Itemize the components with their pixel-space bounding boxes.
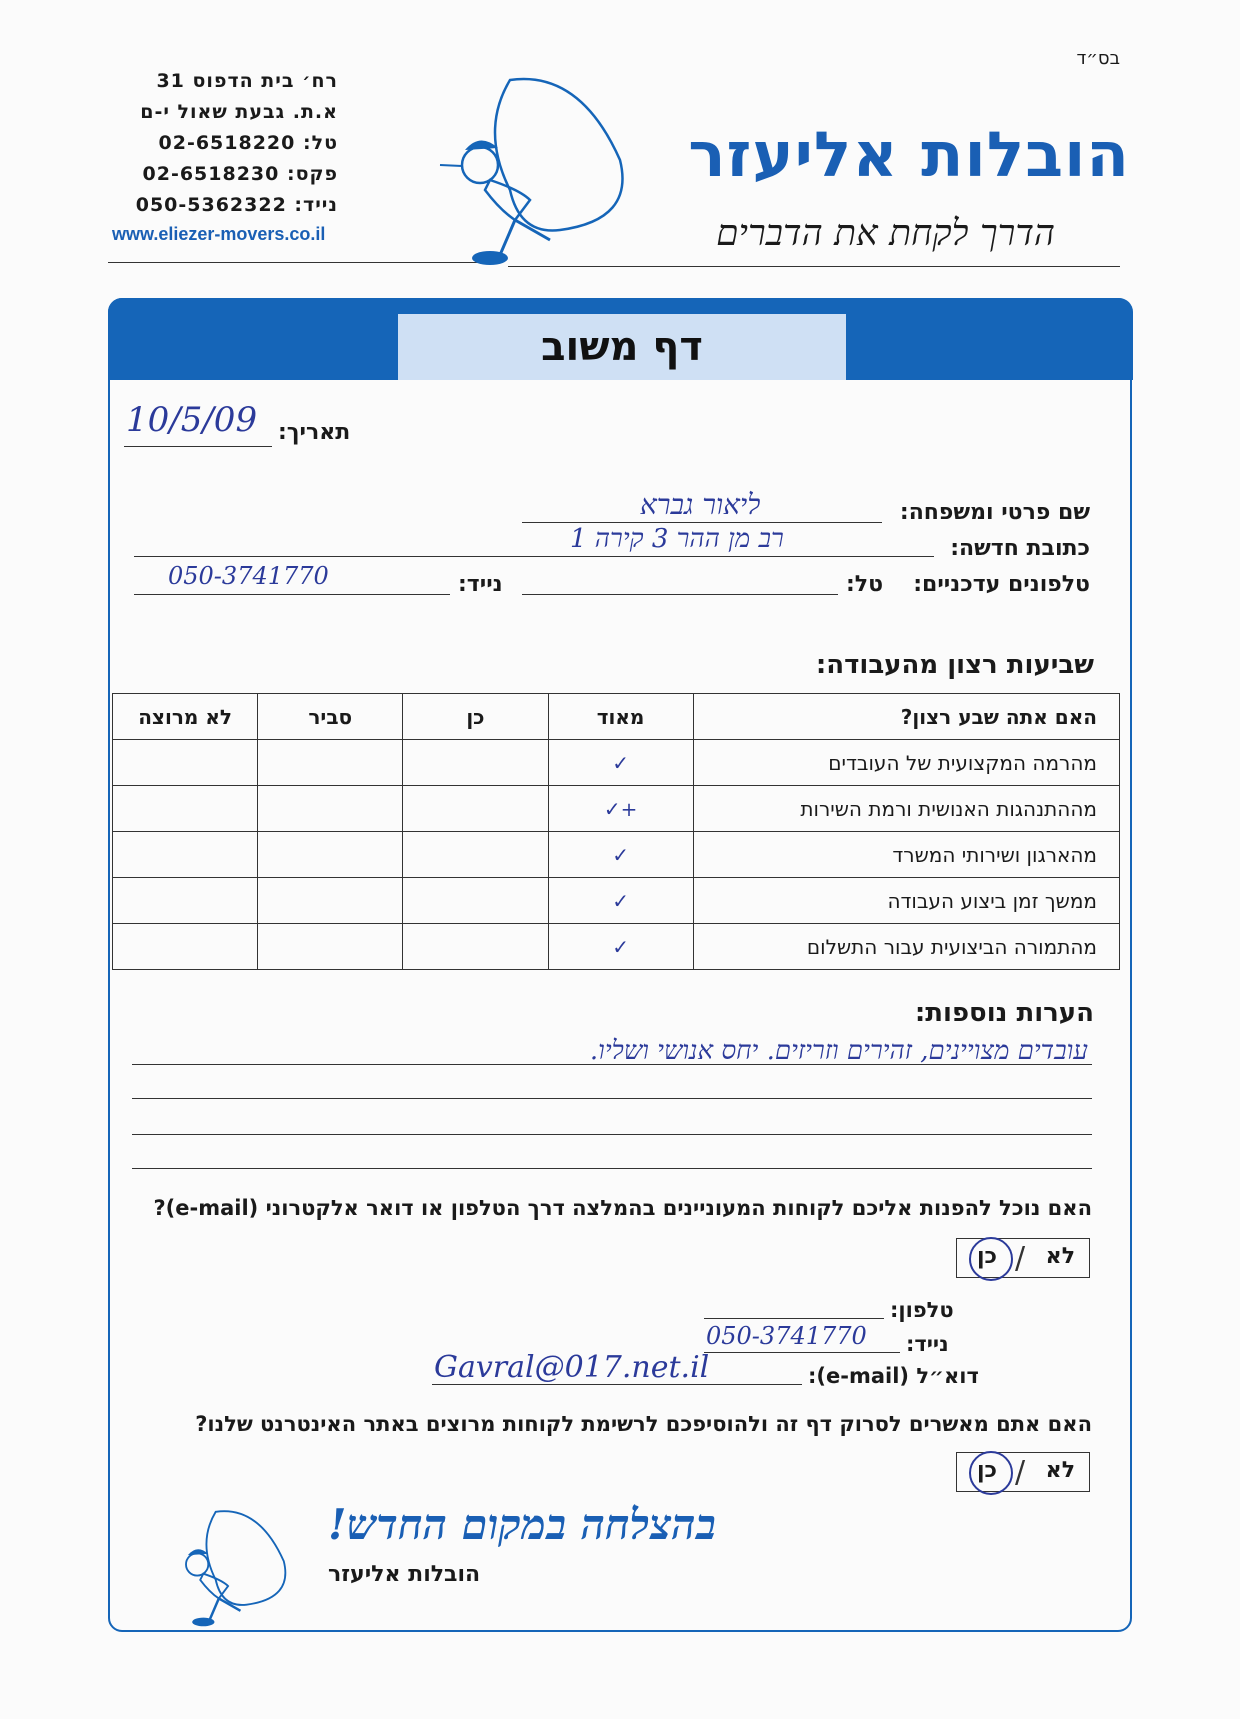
footer-slogan: בהצלחה במקום החדש! xyxy=(328,1500,716,1549)
row-mark-yes[interactable] xyxy=(403,924,548,970)
referral-yes-option[interactable]: כן xyxy=(977,1244,998,1269)
table-row xyxy=(113,740,1120,786)
satisfaction-table xyxy=(112,693,1120,970)
row-mark-not[interactable] xyxy=(113,740,258,786)
name-label: שם פרטי ומשפחה: xyxy=(899,500,1090,525)
row-mark-very[interactable]: ✓ xyxy=(548,832,693,878)
row-question: מהרמה המקצועית של העובדים xyxy=(693,740,1119,786)
referral-mobile-line xyxy=(704,1352,900,1353)
date-value[interactable]: 10/5/09 xyxy=(126,400,258,440)
row-mark-very[interactable]: ✓ xyxy=(548,924,693,970)
row-mark-not[interactable] xyxy=(113,786,258,832)
referral-phone-line xyxy=(704,1318,884,1319)
satisfaction-heading: שביעות רצון מהעבודה: xyxy=(815,650,1094,680)
row-mark-very[interactable]: ✓ xyxy=(548,740,693,786)
col-not-satisfied: לא מרוצה xyxy=(113,694,258,740)
mobile-label: נייד: xyxy=(458,572,503,597)
form-title: דף משוב xyxy=(541,324,703,370)
address-line2: א.ת. גבעת שאול י-ם xyxy=(140,101,338,123)
row-mark-yes[interactable] xyxy=(403,740,548,786)
table-row xyxy=(113,832,1120,878)
comment-line-4 xyxy=(132,1168,1092,1169)
row-question: ממשך זמן ביצוע העבודה xyxy=(693,878,1119,924)
address-value[interactable]: רב מן ההר 3 קירה 1 xyxy=(570,524,784,554)
date-line xyxy=(124,446,272,447)
row-question: מההתנהגות האנושית ורמת השירות xyxy=(693,786,1119,832)
comments-value[interactable]: עובדים מצויינים, זהירים וזריזים. יחס אנושי ושליו. xyxy=(589,1036,1088,1066)
tel-label: טל: xyxy=(846,572,884,597)
referral-question: האם נוכל להפנות אליכם לקוחות המעוניינים בהמלצה דרך הטלפון או דואר אלקטרוני (e-mail)? xyxy=(153,1196,1092,1220)
row-mark-yes[interactable] xyxy=(403,832,548,878)
row-mark-not[interactable] xyxy=(113,924,258,970)
comment-line-1 xyxy=(132,1064,1092,1065)
row-mark-yes[interactable] xyxy=(403,786,548,832)
fax-line: פקס: 02-6518230 xyxy=(142,163,338,185)
row-mark-not[interactable] xyxy=(113,832,258,878)
bsd-mark: בס״ד xyxy=(1076,48,1120,69)
publish-yes-no-box[interactable] xyxy=(956,1452,1090,1492)
referral-mobile-label: נייד: xyxy=(906,1332,949,1356)
col-very: מאוד xyxy=(548,694,693,740)
question-header: האם אתה שבע רצון? xyxy=(693,694,1119,740)
address-line xyxy=(134,556,934,557)
mover-mascot-icon xyxy=(420,70,630,270)
contact-block xyxy=(108,66,338,221)
table-row xyxy=(113,786,1120,832)
tel-line: טל: 02-6518220 xyxy=(158,132,338,154)
name-line xyxy=(522,522,882,523)
website-link[interactable]: www.eliezer-movers.co.il xyxy=(112,224,326,244)
row-mark-reasonable[interactable] xyxy=(258,832,403,878)
mobile-line: נייד: 050-5362322 xyxy=(135,194,338,216)
tel-line xyxy=(522,594,838,595)
col-yes: כן xyxy=(403,694,548,740)
date-label: תאריך: xyxy=(278,420,351,445)
row-mark-reasonable[interactable] xyxy=(258,878,403,924)
form-title-bar xyxy=(108,298,1133,380)
form-title-box xyxy=(398,314,846,380)
comments-heading: הערות נוספות: xyxy=(914,998,1094,1028)
footer-company: הובלות אליעזר xyxy=(328,1562,481,1587)
referral-no-option[interactable]: לא xyxy=(1045,1244,1075,1269)
selected-circle-mark xyxy=(969,1451,1013,1495)
referral-mobile-value[interactable]: 050-3741770 xyxy=(706,1322,867,1350)
name-value[interactable]: ליאור גברא xyxy=(640,488,761,521)
table-header-row xyxy=(113,694,1120,740)
comment-line-2 xyxy=(132,1098,1092,1099)
company-name: הובלות אליעזר xyxy=(688,118,1130,191)
divider-slash: / xyxy=(1015,1241,1026,1276)
row-question: מהארגון ושירותי המשרד xyxy=(693,832,1119,878)
row-mark-reasonable[interactable] xyxy=(258,740,403,786)
row-mark-very[interactable]: +✓ xyxy=(548,786,693,832)
selected-circle-mark xyxy=(969,1237,1013,1281)
company-slogan: הדרך לקחת את הדברים xyxy=(716,213,1055,254)
row-question: מהתמורה הביצועית עבור התשלום xyxy=(693,924,1119,970)
table-row xyxy=(113,924,1120,970)
row-mark-reasonable[interactable] xyxy=(258,786,403,832)
footer-mover-mascot-icon xyxy=(160,1505,290,1630)
address-label: כתובת חדשה: xyxy=(950,536,1090,561)
publish-yes-option[interactable]: כן xyxy=(977,1458,998,1483)
publish-no-option[interactable]: לא xyxy=(1045,1458,1075,1483)
comment-line-3 xyxy=(132,1134,1092,1135)
table-row xyxy=(113,878,1120,924)
row-mark-reasonable[interactable] xyxy=(258,924,403,970)
referral-email-label: דוא״ל (e-mail): xyxy=(808,1364,979,1388)
phones-label: טלפונים עדכניים: xyxy=(913,572,1090,597)
mobile-line xyxy=(134,594,450,595)
col-reasonable: סביר xyxy=(258,694,403,740)
mobile-value[interactable]: 050-3741770 xyxy=(168,562,329,590)
address-line1: רח׳ בית הדפוס 31 xyxy=(156,70,338,92)
publish-question: האם אתם מאשרים לסרוק דף זה ולהוסיפכם לרשימת לקוחות מרוצים באתר האינטרנט שלנו? xyxy=(195,1412,1092,1436)
referral-email-value[interactable]: Gavral@017.net.il xyxy=(434,1350,710,1385)
referral-phone-label: טלפון: xyxy=(890,1298,954,1322)
divider-slash: / xyxy=(1015,1455,1026,1490)
row-mark-very[interactable]: ✓ xyxy=(548,878,693,924)
row-mark-yes[interactable] xyxy=(403,878,548,924)
referral-yes-no-box[interactable] xyxy=(956,1238,1090,1278)
row-mark-not[interactable] xyxy=(113,878,258,924)
